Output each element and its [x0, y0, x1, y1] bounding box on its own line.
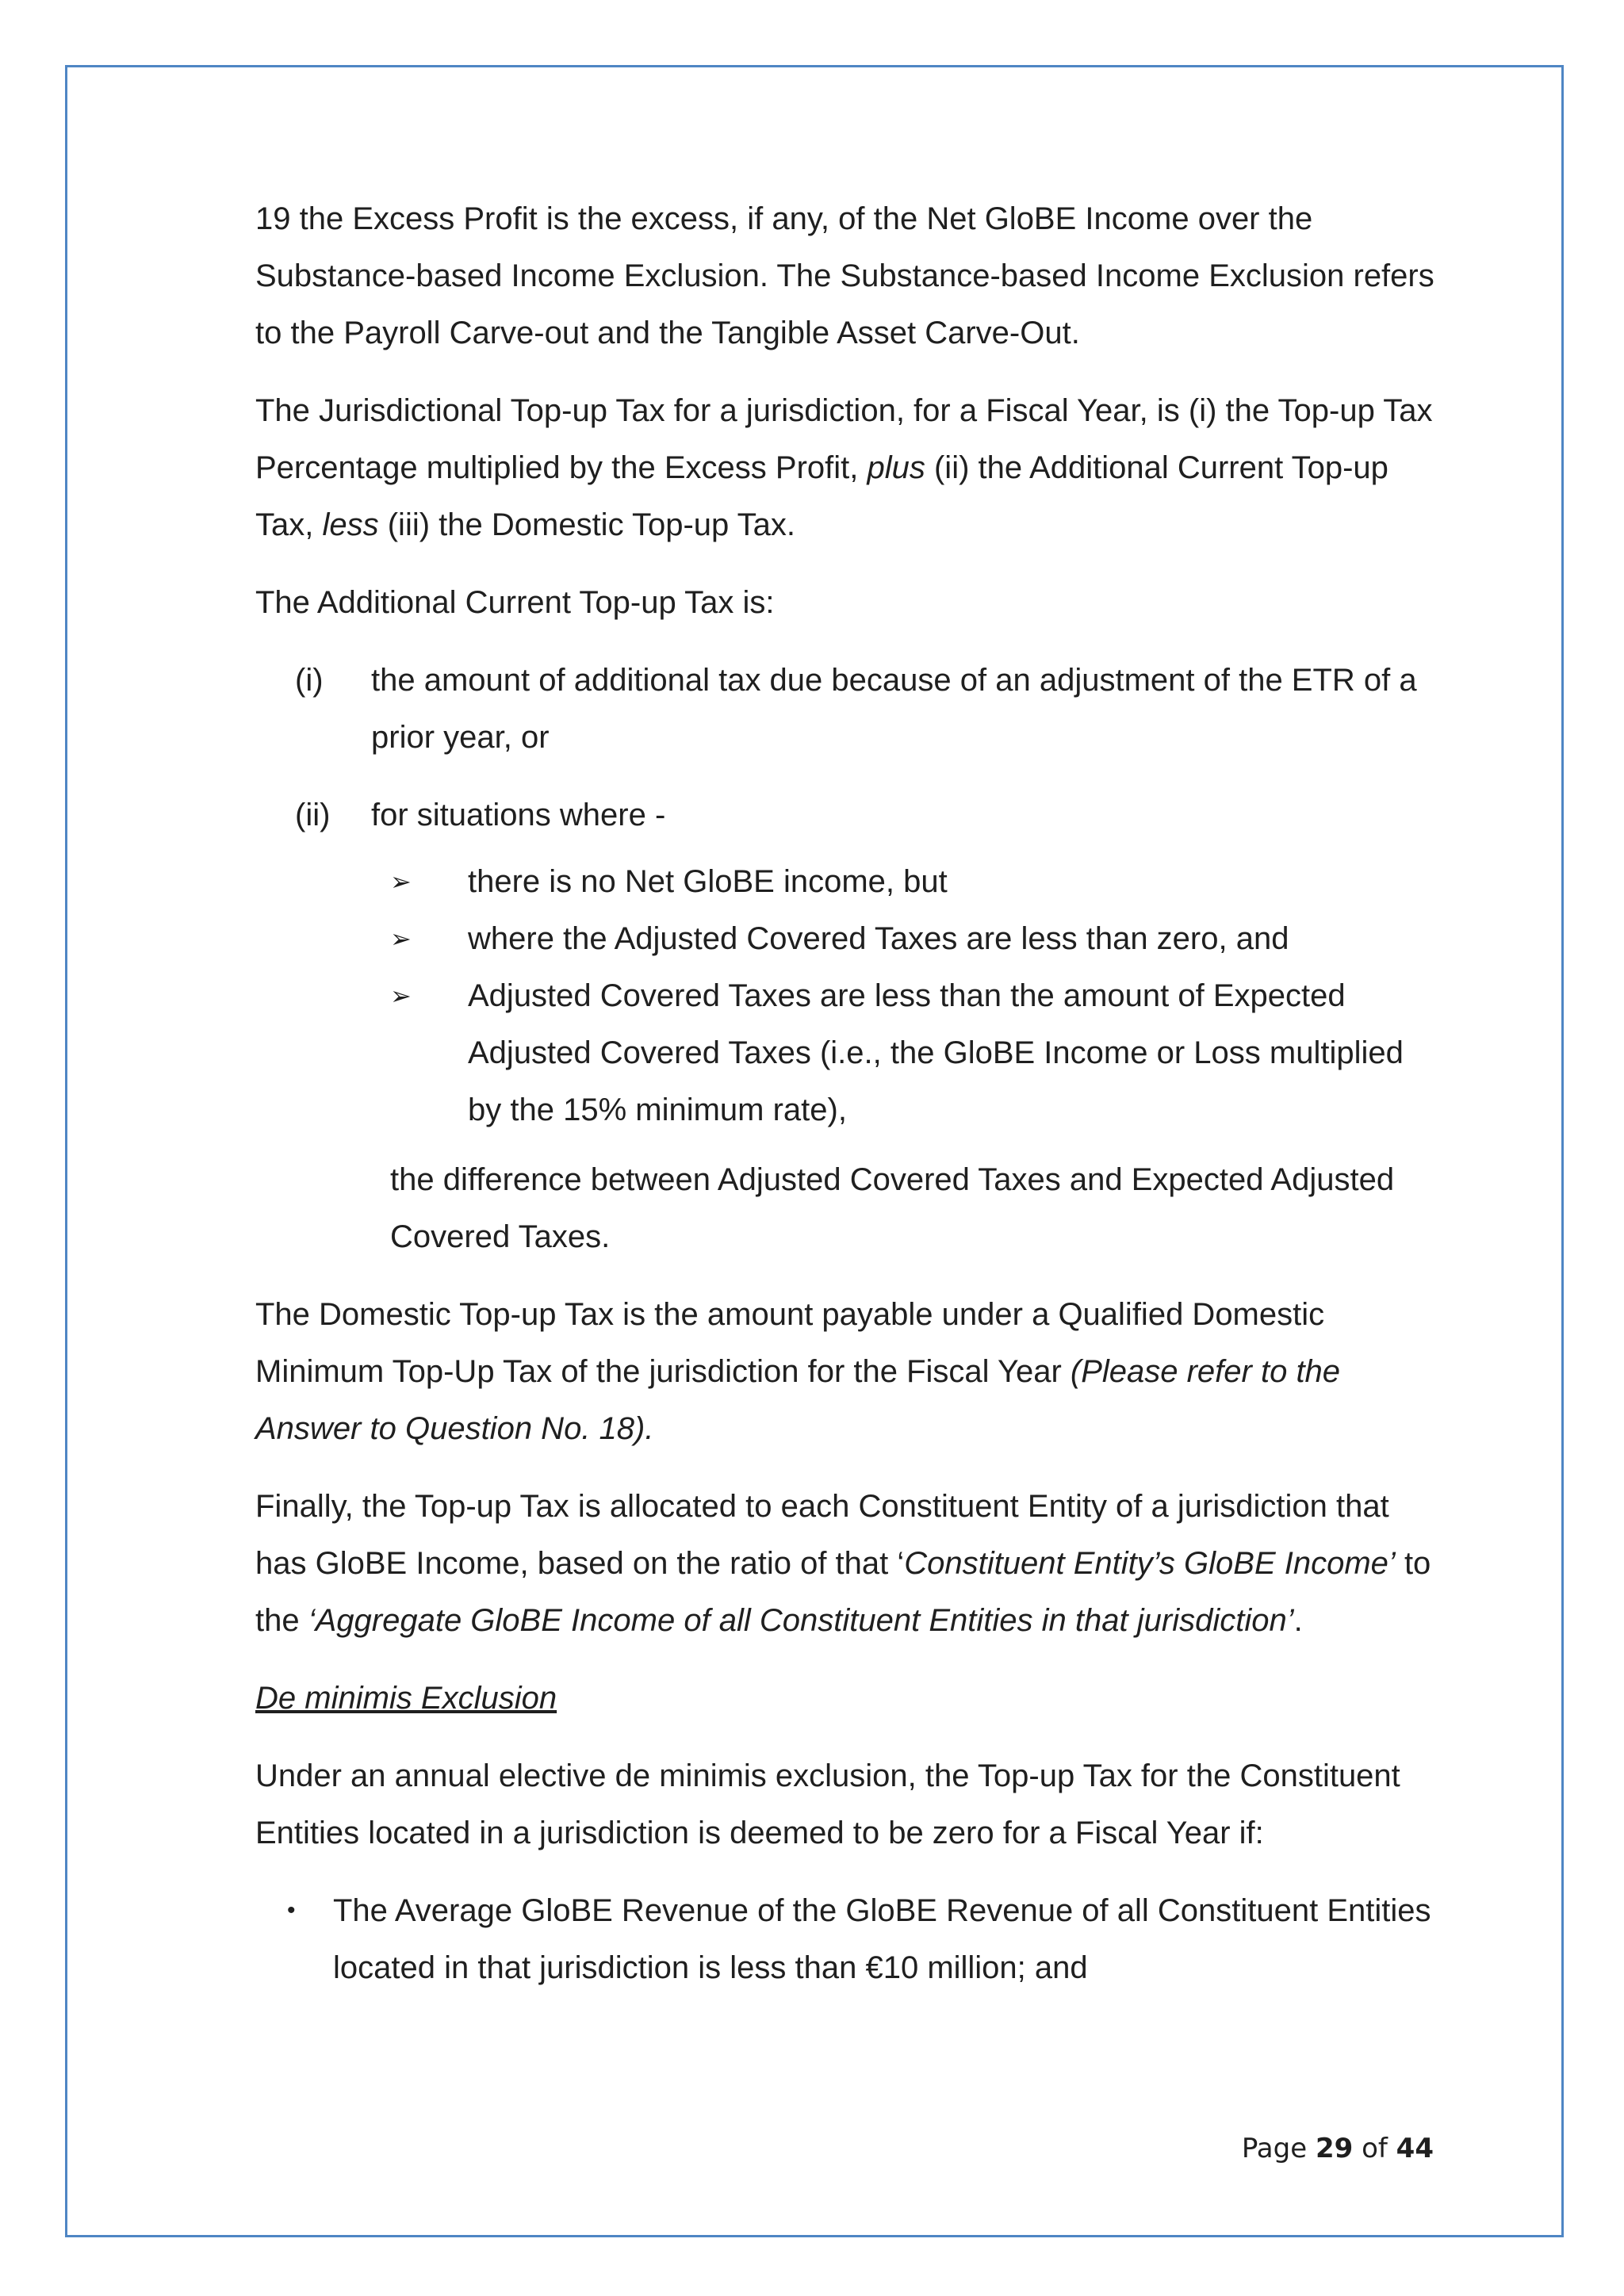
page-number: 29 [1315, 2133, 1354, 2164]
arrow-bullet-icon: ➢ [390, 924, 412, 954]
list-item: ➢ there is no Net GloBE income, but [255, 853, 1445, 910]
section-heading: De minimis Exclusion [255, 1681, 557, 1716]
de-minimis-conditions [255, 1882, 1445, 1996]
list-item: ➢ Adjusted Covered Taxes are less than the amount of Expected Adjusted Covered Taxes (i.e., the GloBE Income or Loss multiplied by the 15% minimum rate), [255, 967, 1445, 1138]
list-number: (ii) [295, 798, 331, 832]
document-body [255, 190, 1445, 1996]
excess-profit-paragraph: 19 the Excess Profit is the excess, if any, of the Net GloBE Income over the Substance-based Income Exclusion. The Substance-based Income Exclusion refers to the Payroll Carve-out and the Tangible Asset Carve-Out. [255, 201, 1434, 350]
list-item-i [255, 652, 1445, 766]
de-minimis-paragraph: Under an annual elective de minimis exclusion, the Top-up Tax for the Constituent Entities located in a jurisdiction is deemed to be zero for a Fiscal Year if: [255, 1758, 1400, 1850]
list-text: the amount of additional tax due because of an adjustment of the ETR of a prior year, or [371, 663, 1417, 755]
list-item: • The Average GloBE Revenue of the GloBE Revenue of all Constituent Entities located in that jurisdiction is less than €10 million; and [255, 1882, 1445, 1996]
additional-top-up-intro: The Additional Current Top-up Tax is: [255, 585, 775, 620]
list-item-ii [255, 786, 1445, 844]
page-total: 44 [1396, 2133, 1434, 2164]
allocation-paragraph: Finally, the Top-up Tax is allocated to each Constituent Entity of a jurisdiction that has GloBE Income, based on the ratio of that ‘Constituent Entity’s GloBE Income’ to the ‘Aggregate GloBE Income of all Constituent Entities in that jurisdiction’. [255, 1489, 1431, 1638]
arrow-bullet-icon: ➢ [390, 981, 412, 1011]
list-text: for situations where - [371, 798, 666, 832]
jurisdictional-top-up-paragraph: The Jurisdictional Top-up Tax for a jurisdiction, for a Fiscal Year, is (i) the Top-up Tax Percentage multiplied by the Excess Profit, plus (ii) the Additional Current Top-up Tax, less (iii) the Domestic Top-up Tax. [255, 393, 1433, 542]
list-number: (i) [295, 663, 324, 698]
conditions-list [255, 853, 1445, 1138]
page-footer: Page 29 of 44 [1241, 2133, 1434, 2164]
list-item: ➢ where the Adjusted Covered Taxes are less than zero, and [255, 910, 1445, 967]
arrow-bullet-icon: ➢ [390, 867, 412, 897]
bullet-icon: • [287, 1897, 296, 1923]
domestic-top-up-paragraph: The Domestic Top-up Tax is the amount payable under a Qualified Domestic Minimum Top-Up Tax of the jurisdiction for the Fiscal Year (Please refer to the Answer to Question No. 18). [255, 1297, 1341, 1446]
difference-paragraph: the difference between Adjusted Covered Taxes and Expected Adjusted Covered Taxes. [390, 1162, 1395, 1254]
